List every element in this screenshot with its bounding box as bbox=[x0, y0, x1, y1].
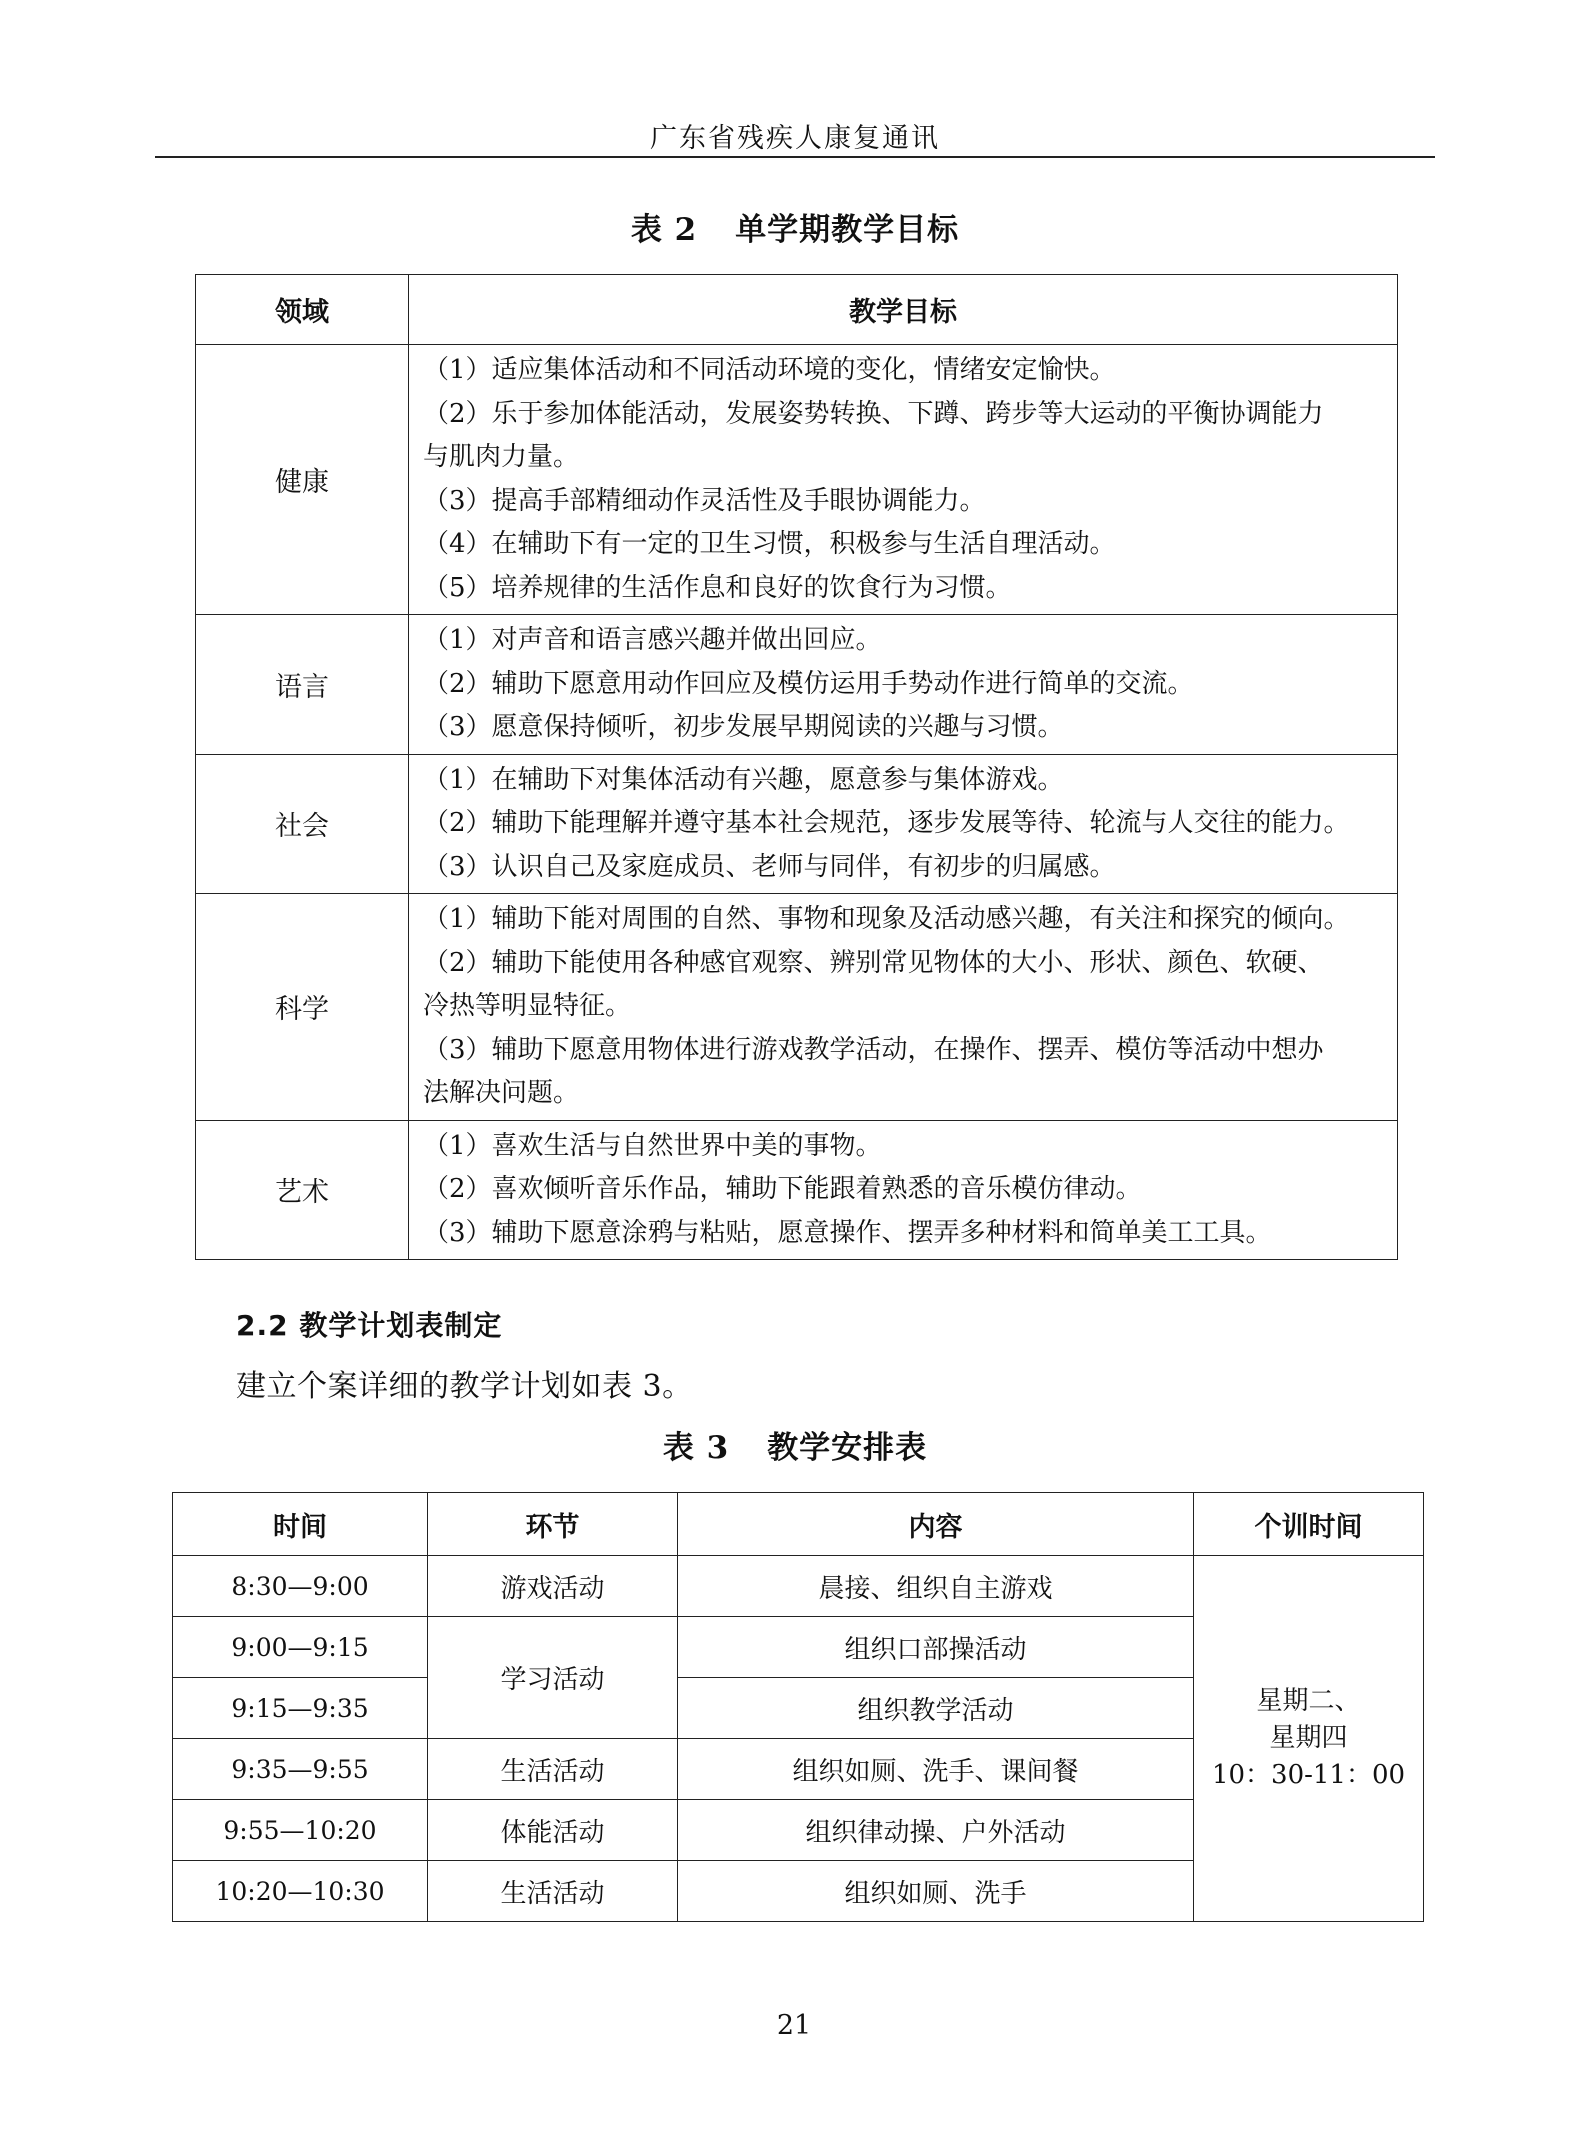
domain-cell: 健康 bbox=[196, 345, 409, 615]
domain-cell: 语言 bbox=[196, 615, 409, 755]
goal-line: （1）适应集体活动和不同活动环境的变化，情绪安定愉快。 bbox=[423, 355, 1116, 385]
goals-cell bbox=[409, 345, 1398, 615]
table3-header-segment: 环节 bbox=[428, 1493, 678, 1556]
goal-line: （5）培养规律的生活作息和良好的饮食行为习惯。 bbox=[423, 572, 1012, 603]
table-row bbox=[196, 615, 1398, 755]
goal-line: （4）在辅助下有一定的卫生习惯，积极参与生活自理活动。 bbox=[423, 529, 1116, 559]
domain-cell: 社会 bbox=[196, 754, 409, 894]
domain-cell: 艺术 bbox=[196, 1120, 409, 1260]
table3-header-tutoring: 个训时间 bbox=[1194, 1493, 1424, 1556]
segment-cell: 学习活动 bbox=[428, 1617, 678, 1739]
goal-line: （3）辅助下愿意用物体进行游戏教学活动，在操作、摆弄、模仿等活动中想办 bbox=[423, 1034, 1324, 1065]
goal-line: 与肌肉力量。 bbox=[423, 442, 580, 472]
goal-line: （2）辅助下能理解并遵守基本社会规范，逐步发展等待、轮流与人交往的能力。 bbox=[423, 808, 1350, 838]
table2-caption-title: 单学期教学目标 bbox=[735, 212, 960, 248]
page-number: 21 bbox=[776, 2010, 812, 2041]
goal-line: （3）辅助下愿意涂鸦与粘贴，愿意操作、摆弄多种材料和简单美工工具。 bbox=[423, 1217, 1272, 1248]
table-row bbox=[196, 345, 1398, 615]
content-cell: 组织如厕、洗手 bbox=[678, 1861, 1194, 1922]
time-cell: 9:55—10:20 bbox=[173, 1800, 428, 1861]
tutoring-time-line: 星期四 bbox=[1269, 1723, 1348, 1753]
goal-line: （3）愿意保持倾听，初步发展早期阅读的兴趣与习惯。 bbox=[423, 712, 1064, 742]
table-row bbox=[196, 894, 1398, 1121]
content-cell: 组织如厕、洗手、课间餐 bbox=[678, 1739, 1194, 1800]
table3-header-content: 内容 bbox=[678, 1493, 1194, 1556]
tutoring-time-line: 10：30-11：00 bbox=[1211, 1760, 1406, 1790]
goal-line: （2）乐于参加体能活动，发展姿势转换、下蹲、跨步等大运动的平衡协调能力 bbox=[423, 398, 1324, 429]
time-cell: 8:30—9:00 bbox=[173, 1556, 428, 1617]
tutoring-time-cell bbox=[1194, 1556, 1424, 1922]
goals-cell bbox=[409, 894, 1398, 1121]
table2-caption bbox=[155, 204, 1435, 249]
segment-cell: 生活活动 bbox=[428, 1861, 678, 1922]
goal-line: 法解决问题。 bbox=[423, 1078, 580, 1108]
section-body: 建立个案详细的教学计划如表 3。 bbox=[236, 1369, 693, 1404]
header-rule bbox=[155, 156, 1435, 158]
time-cell: 9:35—9:55 bbox=[173, 1739, 428, 1800]
time-cell: 9:00—9:15 bbox=[173, 1617, 428, 1678]
goal-line: （3）提高手部精细动作灵活性及手眼协调能力。 bbox=[423, 485, 986, 516]
teaching-goals-table bbox=[195, 274, 1398, 1260]
table2-header-goals: 教学目标 bbox=[409, 275, 1398, 345]
table2-header-row bbox=[196, 275, 1398, 345]
table2-caption-number: 表 2 bbox=[630, 212, 698, 248]
table-row bbox=[173, 1556, 1424, 1617]
table3-caption-number: 表 3 bbox=[662, 1430, 730, 1466]
table3-header-row bbox=[173, 1493, 1424, 1556]
goal-line: （2）辅助下愿意用动作回应及模仿运用手势动作进行简单的交流。 bbox=[423, 668, 1194, 699]
schedule-table bbox=[172, 1492, 1424, 1922]
table3-header-time: 时间 bbox=[173, 1493, 428, 1556]
goal-line: （1）辅助下能对周围的自然、事物和现象及活动感兴趣，有关注和探究的倾向。 bbox=[423, 904, 1350, 934]
content-cell: 组织律动操、户外活动 bbox=[678, 1800, 1194, 1861]
goals-cell bbox=[409, 615, 1398, 755]
table2-header-domain: 领域 bbox=[196, 275, 409, 345]
section-heading: 2.2 教学计划表制定 bbox=[236, 1309, 503, 1342]
time-cell: 10:20—10:30 bbox=[173, 1861, 428, 1922]
goal-line: （3）认识自己及家庭成员、老师与同伴，有初步的归属感。 bbox=[423, 851, 1116, 882]
segment-cell: 生活活动 bbox=[428, 1739, 678, 1800]
goal-line: （1）喜欢生活与自然世界中美的事物。 bbox=[423, 1130, 882, 1161]
domain-cell: 科学 bbox=[196, 894, 409, 1121]
time-cell: 9:15—9:35 bbox=[173, 1678, 428, 1739]
segment-cell: 游戏活动 bbox=[428, 1556, 678, 1617]
goal-line: （2）喜欢倾听音乐作品，辅助下能跟着熟悉的音乐模仿律动。 bbox=[423, 1174, 1142, 1204]
table3-caption-title: 教学安排表 bbox=[767, 1430, 928, 1466]
content-cell: 晨接、组织自主游戏 bbox=[678, 1556, 1194, 1617]
goal-line: （1）对声音和语言感兴趣并做出回应。 bbox=[423, 625, 882, 655]
goals-cell bbox=[409, 754, 1398, 894]
table-row bbox=[196, 754, 1398, 894]
content-cell: 组织口部操活动 bbox=[678, 1617, 1194, 1678]
segment-cell: 体能活动 bbox=[428, 1800, 678, 1861]
content-cell: 组织教学活动 bbox=[678, 1678, 1194, 1739]
table3-caption bbox=[155, 1422, 1435, 1467]
goals-cell bbox=[409, 1120, 1398, 1260]
table-row bbox=[196, 1120, 1398, 1260]
goal-line: 冷热等明显特征。 bbox=[423, 991, 632, 1021]
running-head: 广东省残疾人康复通讯 bbox=[650, 123, 940, 154]
goal-line: （2）辅助下能使用各种感官观察、辨别常见物体的大小、形状、颜色、软硬、 bbox=[423, 947, 1324, 978]
tutoring-time-line: 星期二、 bbox=[1256, 1686, 1361, 1716]
goal-line: （1）在辅助下对集体活动有兴趣，愿意参与集体游戏。 bbox=[423, 764, 1064, 795]
